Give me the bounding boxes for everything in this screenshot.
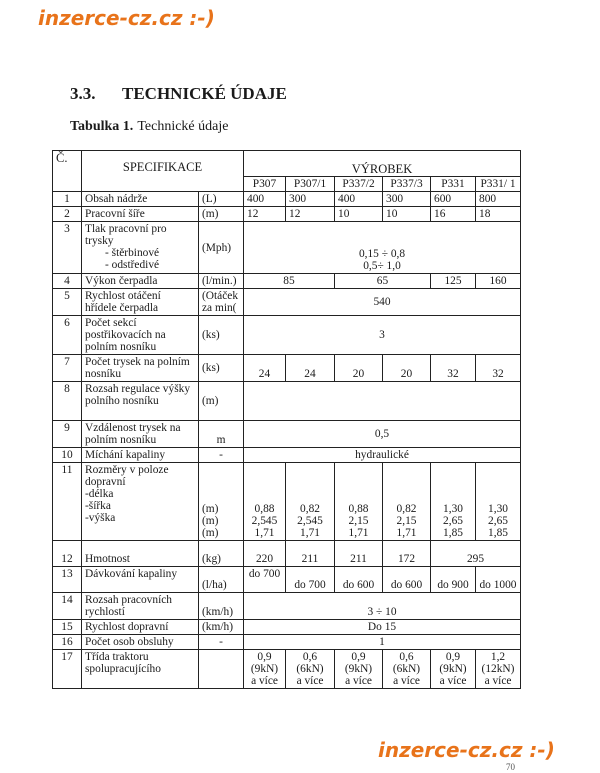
row-number: 6 bbox=[53, 316, 82, 355]
row-number: 15 bbox=[53, 620, 82, 635]
value-cell bbox=[476, 650, 521, 689]
value-length: 0,82 bbox=[396, 503, 417, 515]
table-row bbox=[53, 635, 521, 650]
value-cell: 10 bbox=[383, 207, 431, 222]
value-force: (6kN) bbox=[296, 663, 324, 675]
value-force: (12kN) bbox=[481, 663, 515, 675]
value-cell: Do 15 bbox=[244, 620, 521, 635]
value-cell: 172 bbox=[383, 541, 431, 567]
spec-sub-centrifugal: - odstředivé bbox=[105, 259, 160, 271]
caption-label: Tabulka 1. bbox=[70, 119, 134, 134]
caption-text: Technické údaje bbox=[137, 119, 229, 134]
spec-name: Počet osob obsluhy bbox=[82, 635, 199, 650]
value-cell: 400 bbox=[244, 192, 286, 207]
table-header-row bbox=[53, 151, 521, 177]
value-cell bbox=[244, 222, 521, 274]
spec-sub-height: -výška bbox=[85, 512, 116, 524]
value-length: 0,88 bbox=[348, 503, 369, 515]
header-specification: SPECIFIKACE bbox=[82, 151, 244, 192]
value-cell bbox=[335, 463, 383, 541]
spec-unit: (kg) bbox=[199, 541, 244, 567]
value-class: 0,6 bbox=[399, 651, 414, 663]
value-cell bbox=[431, 463, 476, 541]
value-force: (9kN) bbox=[439, 663, 467, 675]
spec-name: Počet sekcí postřikovacích na polním nosníku bbox=[82, 316, 199, 355]
row-number: 14 bbox=[53, 593, 82, 620]
value-width: 2,15 bbox=[348, 515, 369, 527]
value-cell: 24 bbox=[244, 355, 286, 382]
model-cell: P337/2 bbox=[335, 177, 383, 192]
value-cell bbox=[244, 463, 286, 541]
watermark-top: inzerce-cz.cz :-) bbox=[38, 6, 215, 30]
value-cell: 160 bbox=[476, 274, 521, 289]
table-row bbox=[53, 289, 521, 316]
value-class: 1,2 bbox=[490, 651, 506, 663]
table-row bbox=[53, 382, 521, 421]
table-row bbox=[53, 222, 521, 274]
table-row bbox=[53, 541, 521, 567]
unit-width: (m) bbox=[202, 515, 219, 527]
value-cell bbox=[286, 650, 335, 689]
row-number: 11 bbox=[53, 463, 82, 541]
value-more: a více bbox=[484, 675, 512, 687]
value-cell: 295 bbox=[431, 541, 521, 567]
spec-unit: (ks) bbox=[199, 355, 244, 382]
value-length: 0,88 bbox=[254, 503, 275, 515]
value-height: 1,71 bbox=[254, 527, 275, 539]
value-cell: do 900 bbox=[431, 567, 476, 593]
value-class: 0,9 bbox=[445, 651, 461, 663]
value-width: 2,65 bbox=[443, 515, 463, 527]
value-cell: 12 bbox=[244, 207, 286, 222]
value-cell: 1 bbox=[244, 635, 521, 650]
table-row bbox=[53, 448, 521, 463]
row-number: 12 bbox=[53, 541, 82, 567]
row-number: 4 bbox=[53, 274, 82, 289]
value-cell bbox=[383, 650, 431, 689]
spec-name bbox=[82, 463, 199, 541]
row-number: 17 bbox=[53, 650, 82, 689]
value-width: 2,545 bbox=[251, 515, 278, 527]
value-cell: do 600 bbox=[335, 567, 383, 593]
header-no: Č. bbox=[53, 151, 82, 192]
value-cell: 12 bbox=[286, 207, 335, 222]
table-row bbox=[53, 421, 521, 448]
model-cell: P307/1 bbox=[286, 177, 335, 192]
row-number: 1 bbox=[53, 192, 82, 207]
value-cell: do 1000 bbox=[476, 567, 521, 593]
value-cell: 540 bbox=[244, 289, 521, 316]
spec-name-main: Rozměry v poloze dopravní bbox=[85, 464, 169, 488]
spec-name: Počet trysek na polním nosníku bbox=[82, 355, 199, 382]
value-height: 1,71 bbox=[300, 527, 320, 539]
spec-unit: (km/h) bbox=[199, 620, 244, 635]
value-cell: 0,5 bbox=[244, 421, 521, 448]
value-cell: 32 bbox=[431, 355, 476, 382]
value-cell bbox=[476, 463, 521, 541]
spec-unit: (Mph) bbox=[199, 222, 244, 274]
row-number: 7 bbox=[53, 355, 82, 382]
value-more: a více bbox=[439, 675, 467, 687]
value-cell: do 700 bbox=[244, 567, 286, 593]
value-cell bbox=[244, 650, 286, 689]
spec-table bbox=[52, 150, 521, 689]
spec-name: Rozsah regulace výšky polního nosníku bbox=[82, 382, 199, 421]
section-heading bbox=[70, 84, 287, 104]
spec-name: Rychlost dopravní bbox=[82, 620, 199, 635]
spec-name: Míchání kapaliny bbox=[82, 448, 199, 463]
spec-unit: (Otáček za min( bbox=[199, 289, 244, 316]
value-force: (9kN) bbox=[344, 663, 373, 675]
spec-unit: (m) bbox=[199, 382, 244, 421]
value-force: (6kN) bbox=[392, 663, 421, 675]
table-row bbox=[53, 567, 521, 593]
row-number: 5 bbox=[53, 289, 82, 316]
page-number: 70 bbox=[506, 762, 515, 772]
table-row bbox=[53, 593, 521, 620]
row-number: 8 bbox=[53, 382, 82, 421]
value-cell: 400 bbox=[335, 192, 383, 207]
header-product: VÝROBEK bbox=[244, 151, 521, 177]
value-cell bbox=[335, 650, 383, 689]
value-centrifugal: 0,5÷ 1,0 bbox=[363, 260, 401, 272]
row-number: 13 bbox=[53, 567, 82, 593]
table-row bbox=[53, 316, 521, 355]
spec-sub-width: -šířka bbox=[85, 500, 111, 512]
value-width: 2,545 bbox=[297, 515, 323, 527]
spec-unit: (ks) bbox=[199, 316, 244, 355]
value-cell: 85 bbox=[244, 274, 335, 289]
value-width: 2,15 bbox=[396, 515, 417, 527]
spec-unit: (l/min.) bbox=[199, 274, 244, 289]
value-cell: 32 bbox=[476, 355, 521, 382]
value-more: a více bbox=[296, 675, 324, 687]
unit-height: (m) bbox=[202, 527, 219, 539]
row-number: 2 bbox=[53, 207, 82, 222]
watermark-bottom: inzerce-cz.cz :-) bbox=[378, 738, 555, 762]
value-height: 1,71 bbox=[396, 527, 417, 539]
spec-name: Hmotnost bbox=[82, 541, 199, 567]
row-number: 16 bbox=[53, 635, 82, 650]
row-number: 9 bbox=[53, 421, 82, 448]
value-class: 0,6 bbox=[302, 651, 318, 663]
spec-name: Obsah nádrže bbox=[82, 192, 199, 207]
value-more: a více bbox=[393, 675, 420, 687]
value-height: 1,71 bbox=[348, 527, 369, 539]
value-cell: 125 bbox=[431, 274, 476, 289]
value-cell bbox=[431, 650, 476, 689]
value-more: a více bbox=[251, 675, 278, 687]
spec-unit: m bbox=[199, 421, 244, 448]
spec-name: Pracovní šíře bbox=[82, 207, 199, 222]
value-cell: do 700 bbox=[286, 567, 335, 593]
value-height: 1,85 bbox=[443, 527, 463, 539]
value-cell: 600 bbox=[431, 192, 476, 207]
model-cell: P307 bbox=[244, 177, 286, 192]
value-cell: 220 bbox=[244, 541, 286, 567]
spec-name bbox=[82, 222, 199, 274]
value-force: (9kN) bbox=[250, 663, 279, 675]
value-length: 1,30 bbox=[488, 503, 508, 515]
value-cell: 18 bbox=[476, 207, 521, 222]
spec-unit bbox=[199, 650, 244, 689]
value-cell: hydraulické bbox=[244, 448, 521, 463]
value-cell: 800 bbox=[476, 192, 521, 207]
value-class: 0,9 bbox=[351, 651, 366, 663]
value-cell: 65 bbox=[335, 274, 431, 289]
spec-sub-slot: - štěrbinové bbox=[105, 247, 160, 259]
spec-unit: (L) bbox=[199, 192, 244, 207]
table-row bbox=[53, 620, 521, 635]
value-cell: 300 bbox=[286, 192, 335, 207]
unit-length: (m) bbox=[202, 503, 219, 515]
spec-unit: (l/ha) bbox=[199, 567, 244, 593]
value-length: 1,30 bbox=[443, 503, 463, 515]
value-class: 0,9 bbox=[257, 651, 272, 663]
table-row bbox=[53, 207, 521, 222]
spec-name: Rozsah pracovních rychlostí bbox=[82, 593, 199, 620]
value-length: 0,82 bbox=[300, 503, 320, 515]
value-cell-empty bbox=[244, 382, 521, 421]
table-row bbox=[53, 192, 521, 207]
value-width: 2,65 bbox=[488, 515, 508, 527]
table-row bbox=[53, 355, 521, 382]
value-cell bbox=[383, 463, 431, 541]
spec-unit: (km/h) bbox=[199, 593, 244, 620]
spec-unit: - bbox=[199, 635, 244, 650]
spec-unit: - bbox=[199, 448, 244, 463]
spec-name: Třída traktoru spolupracujícího bbox=[82, 650, 199, 689]
model-cell: P331 bbox=[431, 177, 476, 192]
spec-name-main: Tlak pracovní pro trysky bbox=[85, 223, 167, 247]
section-number: 3.3. bbox=[70, 84, 96, 103]
value-cell: 10 bbox=[335, 207, 383, 222]
value-cell: 20 bbox=[335, 355, 383, 382]
value-cell: 20 bbox=[383, 355, 431, 382]
spec-name: Dávkování kapaliny bbox=[82, 567, 199, 593]
value-height: 1,85 bbox=[488, 527, 508, 539]
row-number: 10 bbox=[53, 448, 82, 463]
value-cell: 211 bbox=[286, 541, 335, 567]
value-cell: 24 bbox=[286, 355, 335, 382]
value-cell: 16 bbox=[431, 207, 476, 222]
spec-name: Výkon čerpadla bbox=[82, 274, 199, 289]
value-cell: do 600 bbox=[383, 567, 431, 593]
model-cell: P337/3 bbox=[383, 177, 431, 192]
spec-name: Vzdálenost trysek na polním nosníku bbox=[82, 421, 199, 448]
table-caption bbox=[70, 119, 228, 135]
spec-sub-length: -délka bbox=[85, 488, 114, 500]
model-cell: P331/ 1 bbox=[476, 177, 521, 192]
value-cell: 300 bbox=[383, 192, 431, 207]
value-slot: 0,15 ÷ 0,8 bbox=[358, 248, 406, 260]
value-cell: 3 bbox=[244, 316, 521, 355]
spec-unit bbox=[199, 463, 244, 541]
value-more: a více bbox=[345, 675, 372, 687]
value-cell: 211 bbox=[335, 541, 383, 567]
spec-name: Rychlost otáčení hřídele čerpadla bbox=[82, 289, 199, 316]
spec-unit: (m) bbox=[199, 207, 244, 222]
value-cell bbox=[286, 463, 335, 541]
table-row bbox=[53, 650, 521, 689]
section-title: TECHNICKÉ ÚDAJE bbox=[122, 84, 287, 103]
value-cell: 3 ÷ 10 bbox=[244, 593, 521, 620]
table-row bbox=[53, 274, 521, 289]
row-number: 3 bbox=[53, 222, 82, 274]
table-row bbox=[53, 463, 521, 541]
